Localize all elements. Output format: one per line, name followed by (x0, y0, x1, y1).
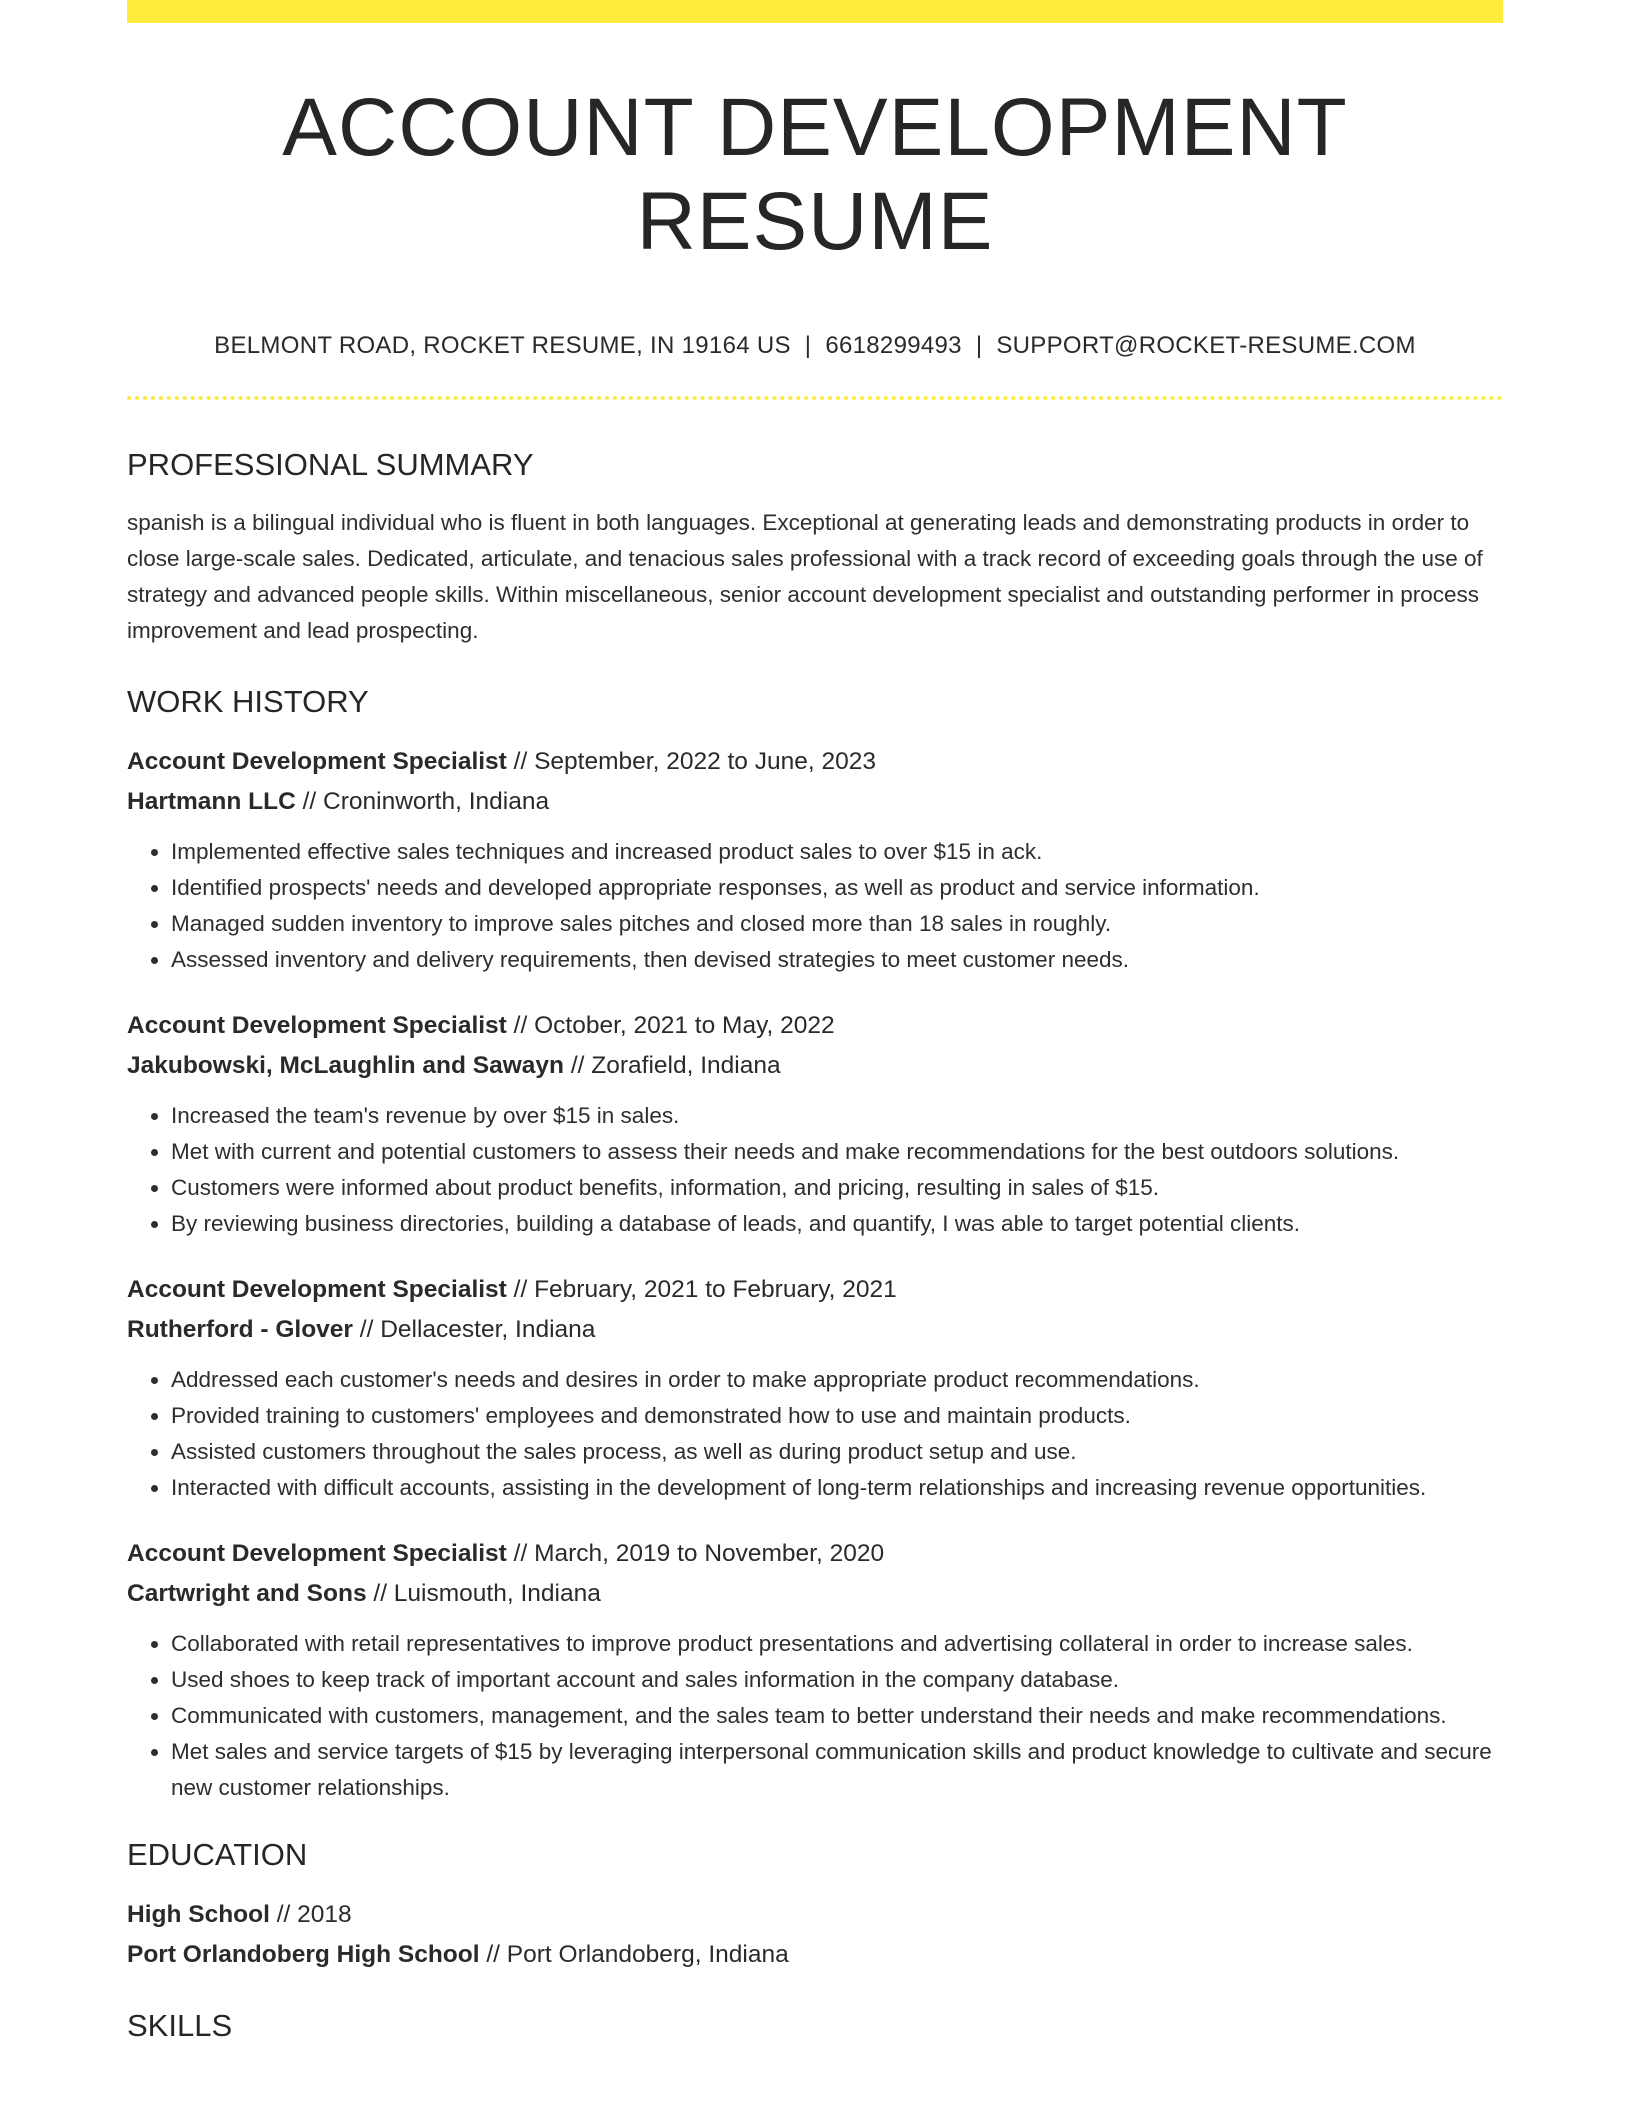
education-degree: High School (127, 1901, 270, 1929)
education-year: // 2018 (269, 1901, 352, 1929)
job-bullets (127, 834, 1503, 978)
education-location: // Port Orlandoberg, Indiana (479, 1941, 789, 1969)
job-bullet: • Assessed inventory and delivery requirements, then devised strategies to meet customer needs. (171, 942, 1503, 978)
job-location: // Luismouth, Indiana (366, 1579, 601, 1607)
job-location: // Zorafield, Indiana (564, 1051, 781, 1079)
education-school: Port Orlandoberg High School (127, 1941, 480, 1969)
summary-text: spanish is a bilingual individual who is fluent in both languages. Exceptional at generating leads and demonstrating products in order to close large-scale sales. Dedicated, articulate, and tenacious sales professional with a track record of exceeding goals through the use of strategy and advanced people skills. Within miscellaneous, senior account development specialist and outstanding performer in process improvement and lead prospecting. (127, 509, 1483, 643)
job-role-line (127, 1270, 1503, 1310)
education-degree-line (127, 1895, 1503, 1935)
job-bullets (127, 1098, 1503, 1242)
job-bullets (127, 1626, 1503, 1806)
job-entry (127, 1534, 1503, 1806)
contact-separator: | (804, 331, 812, 359)
job-dates: // February, 2021 to February, 2021 (506, 1275, 897, 1303)
job-bullet: • Provided training to customers' employees and demonstrated how to use and maintain products. (171, 1398, 1503, 1434)
job-bullet: • Met sales and service targets of $15 by leveraging interpersonal communication skills and product knowledge to cultivate and secure new customer relationships. (171, 1734, 1503, 1806)
education-school-line (127, 1935, 1503, 1975)
job-bullet: • Used shoes to keep track of important account and sales information in the company database. (171, 1662, 1503, 1698)
job-bullet: • By reviewing business directories, building a database of leads, and quantify, I was able to target potential clients. (171, 1206, 1503, 1242)
job-bullet: • Addressed each customer's needs and desires in order to make appropriate product recommendations. (171, 1362, 1503, 1398)
job-bullet: • Increased the team's revenue by over $15 in sales. (171, 1098, 1503, 1134)
job-dates: // September, 2022 to June, 2023 (506, 747, 876, 775)
job-dates: // October, 2021 to May, 2022 (506, 1011, 835, 1039)
job-entry (127, 1270, 1503, 1506)
job-role-line (127, 1006, 1503, 1046)
job-company-line (127, 1046, 1503, 1086)
job-company-line (127, 1574, 1503, 1614)
job-company: Cartwright and Sons (127, 1579, 367, 1607)
job-bullet: • Met with current and potential customers to assess their needs and make recommendations for the best outdoors solutions. (171, 1134, 1503, 1170)
contact-line (127, 332, 1503, 360)
contact-separator: | (975, 331, 983, 359)
job-bullet: • Identified prospects' needs and developed appropriate responses, as well as product and service information. (171, 870, 1503, 906)
skills-heading: SKILLS (127, 2008, 233, 2044)
work-history-heading: WORK HISTORY (127, 683, 369, 719)
job-role-line (127, 1534, 1503, 1574)
job-role: Account Development Specialist (127, 747, 507, 775)
job-location: // Croninworth, Indiana (295, 787, 550, 815)
job-bullet: • Collaborated with retail representatives to improve product presentations and advertising collateral in order to increase sales. (171, 1626, 1503, 1662)
education-heading: EDUCATION (127, 1836, 308, 1872)
job-company: Rutherford - Glover (127, 1315, 353, 1343)
accent-top-bar (127, 0, 1503, 23)
job-bullet: • Assisted customers throughout the sales process, as well as during product setup and use. (171, 1434, 1503, 1470)
job-location: // Dellacester, Indiana (352, 1315, 596, 1343)
job-role: Account Development Specialist (127, 1275, 507, 1303)
job-bullet: • Customers were informed about product benefits, information, and pricing, resulting in sales of $15. (171, 1170, 1503, 1206)
job-role: Account Development Specialist (127, 1539, 507, 1567)
job-bullet: • Interacted with difficult accounts, assisting in the development of long-term relationships and increasing revenue opportunities. (171, 1470, 1503, 1506)
job-entry (127, 742, 1503, 978)
job-role-line (127, 742, 1503, 782)
job-company: Hartmann LLC (127, 787, 296, 815)
job-bullet: • Managed sudden inventory to improve sales pitches and closed more than 18 sales in roughly. (171, 906, 1503, 942)
job-role: Account Development Specialist (127, 1011, 507, 1039)
contact-phone: 6618299493 (825, 331, 962, 359)
resume-content (127, 23, 1503, 2044)
contact-address: BELMONT ROAD, ROCKET RESUME, IN 19164 US (214, 331, 791, 359)
education-entry (127, 1895, 1503, 1975)
dotted-divider (127, 396, 1503, 400)
job-bullet: • Communicated with customers, management, and the sales team to better understand their needs and make recommendations. (171, 1698, 1503, 1734)
contact-email[interactable]: SUPPORT@ROCKET-RESUME.COM (996, 331, 1416, 359)
job-company-line (127, 1310, 1503, 1350)
job-entry (127, 1006, 1503, 1242)
resume-title: ACCOUNT DEVELOPMENT RESUME (282, 82, 1348, 268)
job-company-line (127, 782, 1503, 822)
job-bullet: • Implemented effective sales techniques and increased product sales to over $15 in ack. (171, 834, 1503, 870)
summary-heading: PROFESSIONAL SUMMARY (127, 446, 534, 482)
job-dates: // March, 2019 to November, 2020 (506, 1539, 885, 1567)
job-bullets (127, 1362, 1503, 1506)
job-company: Jakubowski, McLaughlin and Sawayn (127, 1051, 565, 1079)
